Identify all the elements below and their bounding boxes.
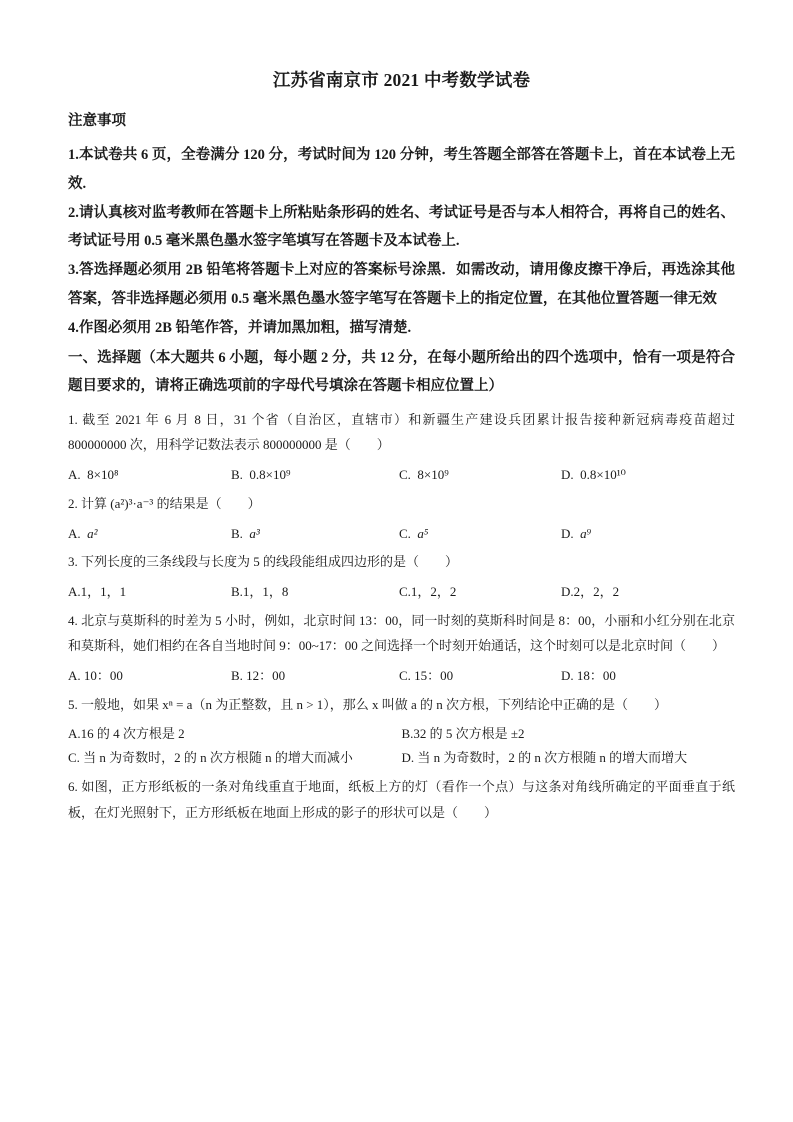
option-label: D. <box>561 668 574 684</box>
option-label: C. <box>399 525 411 541</box>
notice-item-2-text: 2.请认真核对监考教师在答题卡上所粘贴条形码的姓名、考试证号是否与本人相符合，再将自己的姓名、考试证号用 0.5 毫米黑色墨水签字笔填写在答题卡及本试卷上. <box>68 204 735 250</box>
question-5-options-row-2 <box>68 746 735 771</box>
question-6-number: 6. <box>68 778 78 794</box>
option-text: 8×10⁹ <box>417 467 449 483</box>
option-label: C. <box>399 467 411 483</box>
option-label: B. <box>231 583 243 599</box>
option-text: 18：00 <box>576 668 616 684</box>
notice-item-3 <box>68 256 735 313</box>
notice-section <box>68 111 735 343</box>
option-text: 2，2，2 <box>573 583 620 599</box>
question-1-text: 截至 2021 年 6 月 8 日，31 个省（自治区，直辖市）和新疆生产建设兵团累计报告接种新冠病毒疫苗超过 800000000 次，用科学记数法表示 800000000 是（ ） <box>68 411 735 453</box>
option-text: 16 的 4 次方根是 2 <box>80 725 185 741</box>
option-text: 12：00 <box>246 668 286 684</box>
option-text: a⁵ <box>417 525 429 541</box>
question-4-stem <box>68 608 735 659</box>
option-label: D. <box>561 525 574 541</box>
notice-item-4 <box>68 314 735 342</box>
question-5-option-d[interactable] <box>402 746 736 771</box>
question-3-number: 3. <box>68 554 78 570</box>
option-text: a⁹ <box>580 525 592 541</box>
question-5-option-b[interactable] <box>402 722 736 747</box>
option-label: D. <box>561 583 574 599</box>
question-5-options <box>68 722 735 771</box>
option-text: 32 的 5 次方根是 ±2 <box>413 725 525 741</box>
question-4-text: 北京与莫斯科的时差为 5 小时，例如，北京时间 13：00，同一时刻的莫斯科时间是 8：00，小丽和小红分别在北京和莫斯科，她们相约在各自当地时间 9：00~17：00 之间选择一个时刻开始通话，这个时刻可以是北京时间（ ） <box>68 612 735 654</box>
option-label: B. <box>231 467 243 483</box>
question-3-option-c[interactable] <box>399 580 561 605</box>
notice-item-2 <box>68 199 735 256</box>
option-label: D. <box>561 467 574 483</box>
option-label: B. <box>401 725 414 741</box>
option-text: 1，2，2 <box>410 583 457 599</box>
question-5-stem <box>68 692 735 718</box>
question-4-option-a[interactable] <box>68 664 231 689</box>
option-text: 8×10⁸ <box>87 467 119 483</box>
question-3 <box>68 549 735 604</box>
question-3-options <box>68 580 735 605</box>
notice-item-4-text: 4.作图必须用 2B 铅笔作答，并请加黑加粗，描写清楚. <box>68 319 412 336</box>
question-4 <box>68 608 735 689</box>
question-2-option-d[interactable] <box>561 522 721 547</box>
question-4-options <box>68 664 735 689</box>
question-3-text: 下列长度的三条线段与长度为 5 的线段能组成四边形的是（ ） <box>81 554 459 570</box>
question-3-option-d[interactable] <box>561 580 721 605</box>
question-1-number: 1. <box>68 411 78 427</box>
option-text: 0.8×10⁹ <box>249 467 291 483</box>
option-label: C. <box>68 750 80 766</box>
question-2-options <box>68 522 735 547</box>
notice-item-1 <box>68 141 735 198</box>
question-5-text: 一般地，如果 xⁿ = a（n 为正整数，且 n > 1），那么 x 叫做 a 的 n 次方根，下列结论中正确的是（ ） <box>81 696 668 712</box>
notice-item-1-text: 1.本试卷共 6 页，全卷满分 120 分，考试时间为 120 分钟，考生答题全部答在答题卡上，首在本试卷上无效. <box>68 147 735 192</box>
option-label: D. <box>401 750 415 766</box>
question-1-option-a[interactable] <box>68 463 231 488</box>
question-3-option-b[interactable] <box>231 580 399 605</box>
question-2 <box>68 491 735 546</box>
question-2-number: 2. <box>68 495 78 511</box>
question-3-option-a[interactable] <box>68 580 231 605</box>
option-text: 当 n 为奇数时，2 的 n 次方根随 n 的增大而减小 <box>83 750 353 766</box>
option-text: a³ <box>249 525 260 541</box>
option-text: a² <box>87 525 98 541</box>
question-1-options <box>68 463 735 488</box>
question-6-text: 如图，正方形纸板的一条对角线重直于地面，纸板上方的灯（看作一个点）与这条对角线所确定的平面垂直于纸板，在灯光照射下，正方形纸板在地面上形成的影子的形状可以是（ ） <box>68 778 735 820</box>
option-text: 1，1，1 <box>80 583 127 599</box>
option-label: B. <box>231 525 243 541</box>
question-5 <box>68 692 735 771</box>
question-6 <box>68 774 735 825</box>
option-text: 15：00 <box>414 668 454 684</box>
option-label: A. <box>68 725 81 741</box>
option-label: A. <box>68 668 81 684</box>
question-2-text: 计算 (a²)³·a⁻³ 的结果是（ ） <box>81 495 261 511</box>
question-1-option-b[interactable] <box>231 463 399 488</box>
option-text: 1，1，8 <box>242 583 289 599</box>
question-2-option-a[interactable] <box>68 522 231 547</box>
notice-heading: 注意事项 <box>68 112 126 129</box>
page-title: 江苏省南京市 2021 中考数学试卷 <box>272 70 531 90</box>
option-label: A. <box>68 467 81 483</box>
question-4-option-b[interactable] <box>231 664 399 689</box>
option-label: A. <box>68 583 81 599</box>
question-1-option-d[interactable] <box>561 463 721 488</box>
question-4-option-d[interactable] <box>561 664 721 689</box>
option-text: 当 n 为奇数时，2 的 n 次方根随 n 的增大而增大 <box>417 750 688 766</box>
option-text: 0.8×10¹⁰ <box>580 467 626 483</box>
option-label: B. <box>231 668 243 684</box>
question-6-stem <box>68 774 735 825</box>
question-1-option-c[interactable] <box>399 463 561 488</box>
question-1 <box>68 407 735 488</box>
question-2-option-b[interactable] <box>231 522 399 547</box>
question-5-option-a[interactable] <box>68 722 402 747</box>
question-5-option-c[interactable] <box>68 746 402 771</box>
question-5-number: 5. <box>68 696 78 712</box>
question-1-stem <box>68 407 735 458</box>
question-2-stem <box>68 491 735 517</box>
notice-item-3-text: 3.答选择题必须用 2B 铅笔将答题卡上对应的答案标号涂黑．如需改动，请用像皮擦干净后，再选涂其他答案，答非选择题必须用 0.5 毫米黑色墨水签字笔写在答题卡上的指定位置，在其他位置答题一律无效 <box>68 262 735 307</box>
question-4-number: 4. <box>68 612 78 628</box>
question-3-stem <box>68 549 735 575</box>
option-label: C. <box>399 583 411 599</box>
question-2-option-c[interactable] <box>399 522 561 547</box>
option-text: 10：00 <box>83 668 123 684</box>
option-label: A. <box>68 525 81 541</box>
section-heading-multiple-choice: 一、选择题（本大题共 6 小题，每小题 2 分，共 12 分，在每小题所给出的四个选项中，恰有一项是符合题目要求的，请将正确选项前的字母代号填涂在答题卡相应位置上） <box>68 350 735 395</box>
option-label: C. <box>399 668 411 684</box>
question-4-option-c[interactable] <box>399 664 561 689</box>
question-5-options-row-1 <box>68 722 735 747</box>
